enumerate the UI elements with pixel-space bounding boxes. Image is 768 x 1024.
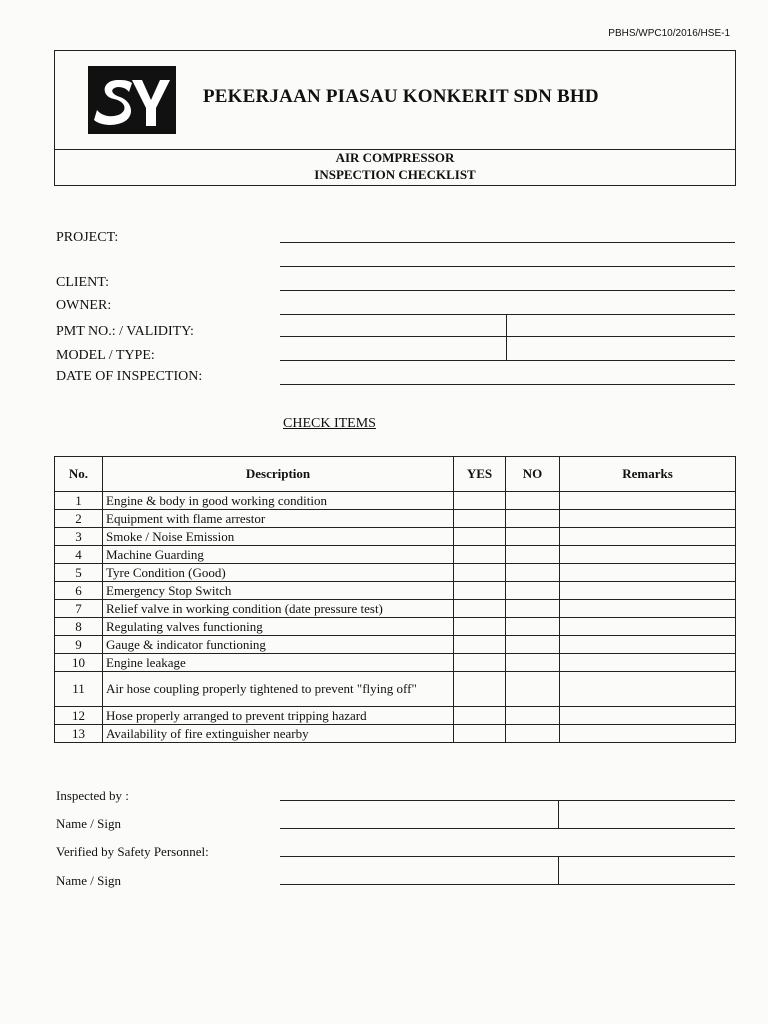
remarks-cell[interactable] [560,618,736,636]
row-description: Gauge & indicator functioning [103,636,454,654]
owner-label: OWNER: [56,298,112,313]
table-row [55,510,736,528]
verified-by-label: Verified by Safety Personnel: [56,844,209,859]
table-row [55,636,736,654]
row-number: 11 [55,672,103,707]
no-cell[interactable] [506,636,560,654]
table-row [55,672,736,707]
table-row [55,600,736,618]
name-sign-divider-1 [558,800,559,828]
table-header-row [55,457,736,492]
remarks-cell[interactable] [560,510,736,528]
no-cell[interactable] [506,528,560,546]
table-row [55,725,736,743]
row-number: 4 [55,546,103,564]
no-cell[interactable] [506,654,560,672]
row-description: Air hose coupling properly tightened to prevent "flying off" [103,672,454,707]
yes-cell[interactable] [454,546,506,564]
row-description: Equipment with flame arrestor [103,510,454,528]
header-remarks: Remarks [560,457,736,492]
row-description: Machine Guarding [103,546,454,564]
project-line-2[interactable] [280,266,735,267]
row-number: 9 [55,636,103,654]
name-sign-divider-2 [558,856,559,884]
name-sign-line-2[interactable] [280,884,735,885]
date-line[interactable] [280,384,735,385]
row-description: Hose properly arranged to prevent tripping hazard [103,707,454,725]
model-line[interactable] [280,360,735,361]
yes-cell[interactable] [454,492,506,510]
row-number: 12 [55,707,103,725]
remarks-cell[interactable] [560,672,736,707]
project-line[interactable] [280,242,735,243]
form-title-line1: AIR COMPRESSOR [335,150,455,165]
row-description: Availability of fire extinguisher nearby [103,725,454,743]
yes-cell[interactable] [454,618,506,636]
remarks-cell[interactable] [560,725,736,743]
name-sign-label-1: Name / Sign [56,816,121,831]
yes-cell[interactable] [454,582,506,600]
header-description: Description [103,457,454,492]
remarks-cell[interactable] [560,600,736,618]
no-cell[interactable] [506,510,560,528]
row-number: 8 [55,618,103,636]
row-number: 10 [55,654,103,672]
table-row [55,528,736,546]
remarks-cell[interactable] [560,636,736,654]
no-cell[interactable] [506,618,560,636]
form-title-line2: INSPECTION CHECKLIST [314,167,476,182]
row-number: 5 [55,564,103,582]
no-cell[interactable] [506,492,560,510]
table-row [55,707,736,725]
no-cell[interactable] [506,564,560,582]
yes-cell[interactable] [454,564,506,582]
client-line[interactable] [280,290,735,291]
row-number: 2 [55,510,103,528]
company-header [55,51,735,150]
pmt-label: PMT NO.: / VALIDITY: [56,324,194,339]
company-logo [88,66,176,134]
name-sign-label-2: Name / Sign [56,873,121,888]
project-label: PROJECT: [56,230,119,245]
no-cell[interactable] [506,582,560,600]
yes-cell[interactable] [454,510,506,528]
sy-logo-icon [88,66,176,134]
document-reference: PBHS/WPC10/2016/HSE-1 [608,28,730,39]
no-cell[interactable] [506,707,560,725]
table-row [55,564,736,582]
date-label: DATE OF INSPECTION: [56,369,203,384]
no-cell[interactable] [506,546,560,564]
remarks-cell[interactable] [560,492,736,510]
yes-cell[interactable] [454,707,506,725]
yes-cell[interactable] [454,528,506,546]
remarks-cell[interactable] [560,582,736,600]
row-number: 13 [55,725,103,743]
row-description: Engine leakage [103,654,454,672]
header-yes: YES [454,457,506,492]
row-description: Engine & body in good working condition [103,492,454,510]
header-no-col: NO [506,457,560,492]
row-number: 3 [55,528,103,546]
name-sign-line-1[interactable] [280,828,735,829]
pmt-divider [506,314,507,360]
no-cell[interactable] [506,725,560,743]
row-description: Emergency Stop Switch [103,582,454,600]
check-items-heading: CHECK ITEMS [283,416,376,431]
row-description: Tyre Condition (Good) [103,564,454,582]
remarks-cell[interactable] [560,654,736,672]
header-box [54,50,736,186]
row-number: 7 [55,600,103,618]
remarks-cell[interactable] [560,564,736,582]
table-row [55,618,736,636]
row-description: Regulating valves functioning [103,618,454,636]
form-title [55,149,735,185]
yes-cell[interactable] [454,600,506,618]
checklist-table [54,456,736,743]
yes-cell[interactable] [454,636,506,654]
yes-cell[interactable] [454,654,506,672]
verified-by-line[interactable] [280,856,735,857]
company-name: PEKERJAAN PIASAU KONKERIT SDN BHD [203,86,599,107]
table-row [55,654,736,672]
owner-line[interactable] [280,314,735,315]
remarks-cell[interactable] [560,546,736,564]
table-row [55,492,736,510]
pmt-line[interactable] [280,336,735,337]
remarks-cell[interactable] [560,707,736,725]
header-no: No. [55,457,103,492]
no-cell[interactable] [506,672,560,707]
table-row [55,582,736,600]
table-row [55,546,736,564]
row-description: Relief valve in working condition (date pressure test) [103,600,454,618]
remarks-cell[interactable] [560,528,736,546]
yes-cell[interactable] [454,725,506,743]
inspected-by-label: Inspected by : [56,788,129,803]
row-number: 6 [55,582,103,600]
no-cell[interactable] [506,600,560,618]
model-label: MODEL / TYPE: [56,348,155,363]
inspected-by-line[interactable] [280,800,735,801]
row-description: Smoke / Noise Emission [103,528,454,546]
yes-cell[interactable] [454,672,506,707]
client-label: CLIENT: [56,275,109,290]
row-number: 1 [55,492,103,510]
